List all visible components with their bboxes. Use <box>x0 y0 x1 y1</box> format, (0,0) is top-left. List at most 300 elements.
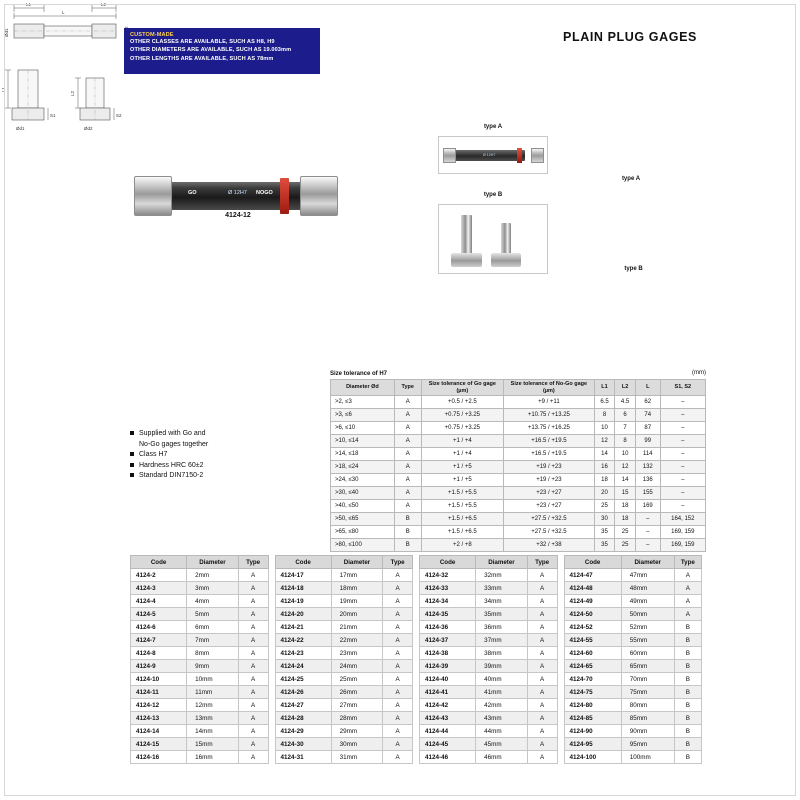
cell-code: 4124-30 <box>275 738 331 751</box>
tolerance-cell: +23 / +27 <box>504 500 595 513</box>
tolerance-cell: 74 <box>635 409 660 422</box>
svg-text:L2: L2 <box>101 2 107 7</box>
cell-code: 4124-10 <box>131 673 187 686</box>
cell-type: A <box>238 738 268 751</box>
tolerance-cell: >24, ≤30 <box>331 474 395 487</box>
cell-type: A <box>238 608 268 621</box>
svg-text:S2: S2 <box>116 113 122 118</box>
svg-text:S1: S1 <box>50 113 56 118</box>
cell-type: A <box>383 725 413 738</box>
table-row <box>275 699 413 712</box>
tolerance-cell: A <box>394 409 421 422</box>
cell-type: A <box>527 712 557 725</box>
tolerance-cell: +1.5 / +5.5 <box>421 487 503 500</box>
tolerance-cell: 87 <box>635 422 660 435</box>
cell-diameter: 32mm <box>476 569 528 582</box>
cell-type: B <box>674 686 701 699</box>
cell-diameter: 37mm <box>476 634 528 647</box>
cell-diameter: 95mm <box>621 738 674 751</box>
table-row <box>131 660 269 673</box>
cell-code: 4124-11 <box>131 686 187 699</box>
table-row <box>564 647 702 660</box>
feature-item-0 <box>130 430 320 437</box>
cell-type: A <box>383 595 413 608</box>
cell-diameter: 44mm <box>476 725 528 738</box>
cell-diameter: 52mm <box>621 621 674 634</box>
custom-made-callout <box>124 28 320 74</box>
type-b-plug-right <box>501 223 511 255</box>
tolerance-row <box>331 487 706 500</box>
cell-code: 4124-31 <box>275 751 331 764</box>
code-col-diameter: Diameter <box>187 556 239 569</box>
cell-diameter: 28mm <box>331 712 383 725</box>
cell-code: 4124-49 <box>564 595 621 608</box>
cell-type: A <box>238 751 268 764</box>
table-row <box>564 725 702 738</box>
tolerance-cell: >2, ≤3 <box>331 396 395 409</box>
tolerance-cell: A <box>394 435 421 448</box>
gage-red-band <box>280 178 289 214</box>
cell-diameter: 2mm <box>187 569 239 582</box>
tolerance-cell: 169, 159 <box>660 526 705 539</box>
cell-code: 4124-9 <box>131 660 187 673</box>
cell-diameter: 21mm <box>331 621 383 634</box>
cell-diameter: 27mm <box>331 699 383 712</box>
tolerance-cell: A <box>394 474 421 487</box>
tolerance-row <box>331 526 706 539</box>
table-row <box>275 686 413 699</box>
table-row <box>420 699 558 712</box>
tolerance-cell: B <box>394 513 421 526</box>
gage-cap-right <box>300 176 338 216</box>
table-row <box>131 738 269 751</box>
table-row <box>275 751 413 764</box>
code-col-type: Type <box>674 556 701 569</box>
tolerance-cell: A <box>394 448 421 461</box>
cell-code: 4124-23 <box>275 647 331 660</box>
cell-diameter: 80mm <box>621 699 674 712</box>
tolerance-cell: +0.5 / +2.5 <box>421 396 503 409</box>
cell-type: A <box>383 582 413 595</box>
table-row <box>420 647 558 660</box>
cell-diameter: 47mm <box>621 569 674 582</box>
cell-diameter: 34mm <box>476 595 528 608</box>
tolerance-cell: 16 <box>594 461 615 474</box>
tolerance-cell: >3, ≤6 <box>331 409 395 422</box>
tolerance-cell: 6.5 <box>594 396 615 409</box>
tolerance-col-l: L <box>635 380 660 396</box>
cell-code: 4124-37 <box>420 634 476 647</box>
tolerance-cell: 20 <box>594 487 615 500</box>
tolerance-cell: 136 <box>635 474 660 487</box>
cell-diameter: 14mm <box>187 725 239 738</box>
cell-diameter: 48mm <box>621 582 674 595</box>
svg-text:L1: L1 <box>26 2 32 7</box>
cell-type: B <box>674 660 701 673</box>
cell-diameter: 55mm <box>621 634 674 647</box>
cell-diameter: 5mm <box>187 608 239 621</box>
cell-diameter: 49mm <box>621 595 674 608</box>
table-row <box>275 712 413 725</box>
cell-type: A <box>383 621 413 634</box>
tolerance-cell: 10 <box>615 448 636 461</box>
cell-type: A <box>238 582 268 595</box>
type-b-base-right <box>491 253 521 267</box>
code-header-row <box>275 556 413 569</box>
tolerance-row <box>331 513 706 526</box>
cell-code: 4124-13 <box>131 712 187 725</box>
cell-diameter: 11mm <box>187 686 239 699</box>
cell-diameter: 45mm <box>476 738 528 751</box>
table-row <box>131 621 269 634</box>
cell-diameter: 29mm <box>331 725 383 738</box>
tolerance-cell: +2 / +8 <box>421 539 503 552</box>
tolerance-cell: >80, ≤100 <box>331 539 395 552</box>
cell-code: 4124-35 <box>420 608 476 621</box>
tolerance-cell: – <box>660 409 705 422</box>
cell-diameter: 41mm <box>476 686 528 699</box>
cell-type: A <box>527 660 557 673</box>
cell-diameter: 18mm <box>331 582 383 595</box>
cell-diameter: 10mm <box>187 673 239 686</box>
tolerance-cell: – <box>660 435 705 448</box>
cell-type: A <box>238 699 268 712</box>
cell-type: A <box>383 751 413 764</box>
tolerance-col-type: Type <box>394 380 421 396</box>
table-row <box>564 686 702 699</box>
cell-type: A <box>674 569 701 582</box>
code-table-3 <box>419 555 558 764</box>
svg-text:Ød1: Ød1 <box>16 126 25 131</box>
table-row <box>275 660 413 673</box>
svg-text:L1: L1 <box>1 86 6 92</box>
tolerance-cell: >65, ≤80 <box>331 526 395 539</box>
cell-diameter: 42mm <box>476 699 528 712</box>
cell-code: 4124-43 <box>420 712 476 725</box>
tolerance-body <box>331 396 706 552</box>
cell-diameter: 20mm <box>331 608 383 621</box>
cell-code: 4124-65 <box>564 660 621 673</box>
cell-diameter: 65mm <box>621 660 674 673</box>
tolerance-cell: 18 <box>615 500 636 513</box>
cell-diameter: 16mm <box>187 751 239 764</box>
tolerance-cell: 14 <box>594 448 615 461</box>
cell-type: B <box>674 673 701 686</box>
tolerance-cell: 25 <box>615 539 636 552</box>
cell-code: 4124-70 <box>564 673 621 686</box>
feature-list <box>130 430 320 483</box>
cell-type: A <box>527 738 557 751</box>
tolerance-cell: – <box>660 461 705 474</box>
table-row <box>275 621 413 634</box>
cell-code: 4124-55 <box>564 634 621 647</box>
cell-type: A <box>527 673 557 686</box>
cell-code: 4124-50 <box>564 608 621 621</box>
cell-diameter: 33mm <box>476 582 528 595</box>
tolerance-cell: 164, 152 <box>660 513 705 526</box>
cell-type: A <box>383 699 413 712</box>
table-row <box>420 634 558 647</box>
code-col-code: Code <box>275 556 331 569</box>
table-row <box>420 660 558 673</box>
bullet-square-icon <box>130 452 134 456</box>
cell-code: 4124-17 <box>275 569 331 582</box>
feature-text-1: No-Go gages together <box>139 440 209 448</box>
cell-code: 4124-6 <box>131 621 187 634</box>
code-body-2 <box>275 569 413 764</box>
code-col-code: Code <box>420 556 476 569</box>
tolerance-cell: +27.5 / +32.5 <box>504 526 595 539</box>
product-code-label: 4124-12 <box>225 212 251 219</box>
cell-code: 4124-44 <box>420 725 476 738</box>
tolerance-row <box>331 396 706 409</box>
table-row <box>564 582 702 595</box>
table-row <box>275 725 413 738</box>
cell-type: A <box>527 699 557 712</box>
cell-type: A <box>674 582 701 595</box>
svg-text:L2: L2 <box>70 90 75 96</box>
cell-type: A <box>238 660 268 673</box>
table-row <box>564 712 702 725</box>
table-row <box>131 647 269 660</box>
tolerance-cell: +1.5 / +6.5 <box>421 513 503 526</box>
table-row <box>564 634 702 647</box>
cell-code: 4124-41 <box>420 686 476 699</box>
tolerance-row <box>331 539 706 552</box>
table-row <box>275 673 413 686</box>
tolerance-cell: 35 <box>594 539 615 552</box>
cell-diameter: 30mm <box>331 738 383 751</box>
cell-type: A <box>527 647 557 660</box>
gage-nogo-label: NOGO <box>256 190 273 196</box>
cell-code: 4124-33 <box>420 582 476 595</box>
cell-diameter: 46mm <box>476 751 528 764</box>
cell-diameter: 36mm <box>476 621 528 634</box>
type-b-drawing-label: type B <box>624 266 643 272</box>
cell-diameter: 13mm <box>187 712 239 725</box>
code-col-code: Code <box>564 556 621 569</box>
tolerance-cell: >10, ≤14 <box>331 435 395 448</box>
svg-text:Ød1: Ød1 <box>4 28 9 37</box>
cell-type: A <box>238 569 268 582</box>
tolerance-cell: +27.5 / +32.5 <box>504 513 595 526</box>
table-row <box>275 738 413 751</box>
cell-diameter: 40mm <box>476 673 528 686</box>
cell-code: 4124-16 <box>131 751 187 764</box>
cell-code: 4124-85 <box>564 712 621 725</box>
tolerance-cell: >30, ≤40 <box>331 487 395 500</box>
code-body-1 <box>131 569 269 764</box>
tolerance-cell: A <box>394 461 421 474</box>
cell-type: B <box>674 699 701 712</box>
tolerance-cell: +1 / +4 <box>421 448 503 461</box>
table-row <box>275 634 413 647</box>
tolerance-cell: B <box>394 526 421 539</box>
cell-code: 4124-38 <box>420 647 476 660</box>
tolerance-cell: 155 <box>635 487 660 500</box>
tolerance-cell: +0.75 / +3.25 <box>421 409 503 422</box>
cell-code: 4124-47 <box>564 569 621 582</box>
tolerance-col-l2: L2 <box>615 380 636 396</box>
code-table-2 <box>275 555 414 764</box>
type-a-cap-left <box>443 148 456 163</box>
tolerance-cell: 35 <box>594 526 615 539</box>
tolerance-cell: A <box>394 500 421 513</box>
cell-diameter: 75mm <box>621 686 674 699</box>
table-row <box>564 660 702 673</box>
table-row <box>420 595 558 608</box>
tolerance-cell: +10.75 / +13.25 <box>504 409 595 422</box>
cell-type: A <box>527 751 557 764</box>
tolerance-col-diameter: Diameter Ød <box>331 380 395 396</box>
code-body-4 <box>564 569 702 764</box>
tolerance-cell: – <box>660 448 705 461</box>
tolerance-cell: 15 <box>615 487 636 500</box>
code-col-diameter: Diameter <box>331 556 383 569</box>
tolerance-cell: 6 <box>615 409 636 422</box>
tolerance-row <box>331 409 706 422</box>
table-row <box>420 569 558 582</box>
tolerance-cell: +1.5 / +5.5 <box>421 500 503 513</box>
callout-line-2: OTHER CLASSES ARE AVAILABLE, SUCH AS H8, H9 <box>130 39 275 45</box>
tolerance-cell: 14 <box>615 474 636 487</box>
cell-diameter: 90mm <box>621 725 674 738</box>
cell-code: 4124-32 <box>420 569 476 582</box>
cell-code: 4124-90 <box>564 725 621 738</box>
cell-diameter: 38mm <box>476 647 528 660</box>
tolerance-cell: +1 / +5 <box>421 461 503 474</box>
cell-diameter: 22mm <box>331 634 383 647</box>
cell-code: 4124-26 <box>275 686 331 699</box>
tolerance-cell: +1 / +5 <box>421 474 503 487</box>
cell-diameter: 70mm <box>621 673 674 686</box>
cell-code: 4124-52 <box>564 621 621 634</box>
table-row <box>131 673 269 686</box>
cell-code: 4124-60 <box>564 647 621 660</box>
table-row <box>564 738 702 751</box>
svg-text:Ød2: Ød2 <box>84 126 93 131</box>
cell-code: 4124-46 <box>420 751 476 764</box>
table-row <box>420 712 558 725</box>
tolerance-cell: – <box>660 474 705 487</box>
cell-type: B <box>674 751 701 764</box>
feature-item-4 <box>130 472 320 479</box>
tolerance-row <box>331 435 706 448</box>
feature-text-0: Supplied with Go and <box>139 430 206 437</box>
cell-type: A <box>383 634 413 647</box>
tolerance-col-nogo: Size tolerance of No-Go gage (µm) <box>504 380 595 396</box>
cell-code: 4124-5 <box>131 608 187 621</box>
table-row <box>275 582 413 595</box>
cell-diameter: 19mm <box>331 595 383 608</box>
gage-go-label: GO <box>188 190 197 196</box>
tolerance-cell: – <box>635 539 660 552</box>
cell-diameter: 50mm <box>621 608 674 621</box>
cell-code: 4124-27 <box>275 699 331 712</box>
cell-code: 4124-40 <box>420 673 476 686</box>
cell-type: B <box>674 725 701 738</box>
tolerance-cell: 114 <box>635 448 660 461</box>
tolerance-col-l1: L1 <box>594 380 615 396</box>
cell-code: 4124-8 <box>131 647 187 660</box>
cell-code: 4124-14 <box>131 725 187 738</box>
tolerance-cell: >50, ≤65 <box>331 513 395 526</box>
table-row <box>131 608 269 621</box>
cell-diameter: 17mm <box>331 569 383 582</box>
tolerance-cell: 132 <box>635 461 660 474</box>
cell-code: 4124-100 <box>564 751 621 764</box>
tolerance-cell: – <box>660 500 705 513</box>
table-row <box>275 569 413 582</box>
tolerance-cell: 8 <box>615 435 636 448</box>
tolerance-cell: – <box>660 422 705 435</box>
tolerance-cell: +9 / +11 <box>504 396 595 409</box>
type-a-diameter-mark: Ø 12H7 <box>483 153 496 157</box>
code-header-row <box>420 556 558 569</box>
cell-diameter: 3mm <box>187 582 239 595</box>
table-row <box>420 608 558 621</box>
cell-code: 4124-18 <box>275 582 331 595</box>
feature-text-2: Class H7 <box>139 451 168 458</box>
tolerance-header-row <box>331 380 706 396</box>
product-photo <box>128 168 348 228</box>
cell-type: A <box>383 660 413 673</box>
tolerance-cell: >6, ≤10 <box>331 422 395 435</box>
cell-diameter: 100mm <box>621 751 674 764</box>
feature-text-4: Standard DIN7150-2 <box>139 472 204 479</box>
callout-line-1: CUSTOM-MADE <box>130 32 174 38</box>
gage-cap-left <box>134 176 172 216</box>
table-row <box>131 725 269 738</box>
cell-diameter: 60mm <box>621 647 674 660</box>
cell-diameter: 23mm <box>331 647 383 660</box>
tolerance-cell: 8 <box>594 409 615 422</box>
cell-type: A <box>527 686 557 699</box>
cell-type: A <box>238 634 268 647</box>
tolerance-col-s: S1, S2 <box>660 380 705 396</box>
code-col-diameter: Diameter <box>476 556 528 569</box>
bullet-square-icon <box>130 473 134 477</box>
feature-text-3: Hardness HRC 60±2 <box>139 461 204 469</box>
cell-diameter: 8mm <box>187 647 239 660</box>
cell-diameter: 7mm <box>187 634 239 647</box>
cell-type: A <box>238 712 268 725</box>
cell-type: A <box>527 595 557 608</box>
table-row <box>564 699 702 712</box>
tolerance-cell: 12 <box>615 461 636 474</box>
table-row <box>275 608 413 621</box>
code-header-row <box>131 556 269 569</box>
table-row <box>420 673 558 686</box>
tolerance-row <box>331 461 706 474</box>
table-row <box>131 712 269 725</box>
tolerance-cell: +23 / +27 <box>504 487 595 500</box>
tolerance-cell: 7 <box>615 422 636 435</box>
tolerance-cell: 99 <box>635 435 660 448</box>
tolerance-cell: – <box>660 396 705 409</box>
table-row <box>420 725 558 738</box>
tolerance-table <box>330 379 706 552</box>
tolerance-cell: 169 <box>635 500 660 513</box>
code-col-type: Type <box>238 556 268 569</box>
cell-diameter: 31mm <box>331 751 383 764</box>
tolerance-cell: >18, ≤24 <box>331 461 395 474</box>
cell-diameter: 15mm <box>187 738 239 751</box>
code-body-3 <box>420 569 558 764</box>
table-row <box>420 686 558 699</box>
tolerance-cell: +13.75 / +16.25 <box>504 422 595 435</box>
table-row <box>564 621 702 634</box>
